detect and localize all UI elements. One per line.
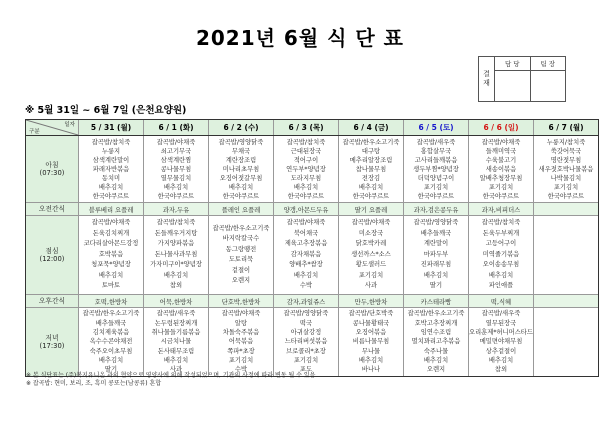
menu-item: 배추김치 <box>293 183 319 191</box>
menu-item: 오이송송무침 <box>482 261 520 269</box>
menu-item: 무채국 <box>231 147 251 155</box>
meal-cell <box>78 308 143 376</box>
snack-cell: 플레인 요플레 <box>208 203 273 215</box>
snack-cell: 양갱,아몬드두유 <box>273 203 338 215</box>
menu-item: 잡곡밥/새우죽 <box>416 138 456 146</box>
menu-item: 배추김치 <box>423 271 449 279</box>
menu-item: 잡곡밥/영양닭죽 <box>283 310 329 318</box>
menu-item: 수박 <box>234 366 248 374</box>
menu-item: 한국야쿠르트 <box>482 192 520 200</box>
menu-item: 도라지무침 <box>290 174 322 182</box>
menu-item: 오리훈제*허니머스타드 <box>469 329 533 337</box>
menu-item: 배추김치 <box>358 356 384 364</box>
meal-cell <box>273 216 338 294</box>
meal-cell <box>143 136 208 202</box>
menu-item: 열무된장국 <box>485 319 517 327</box>
date-header-cell: 6 / 1 (화) <box>143 120 208 135</box>
menu-item: 가지양파볶음 <box>157 240 195 248</box>
row-label <box>26 216 78 294</box>
menu-item: 미소장국 <box>358 229 384 237</box>
menu-item: 배추김치 <box>98 356 124 364</box>
menu-item: 연두부*양념장 <box>286 165 326 173</box>
meal-cell <box>468 136 533 202</box>
snack-cell: 어묵,한방차 <box>143 295 208 307</box>
menu-item: 한국야쿠르트 <box>287 192 325 200</box>
menu-item: 논두렁된장찌개 <box>154 319 198 327</box>
menu-item: 어묵볶음 <box>228 338 254 346</box>
menu-item: 삼색계란찜 <box>160 156 192 164</box>
meal-cell <box>208 308 273 376</box>
snack-cell: 과자,두유 <box>143 203 208 215</box>
approval-col-teamlead <box>530 57 566 101</box>
menu-item: 겉절이 <box>231 266 251 274</box>
menu-item: 계란말이 <box>423 240 449 248</box>
meal-cell <box>208 136 273 202</box>
menu-item: 잡곡밥/영양닭죽 <box>218 138 264 146</box>
menu-item: 포기김치 <box>358 271 384 279</box>
menu-item: 취나물들기름볶음 <box>151 329 201 337</box>
menu-item: 상추겉절이 <box>485 347 517 355</box>
menu-item: 느타리버섯볶음 <box>284 338 328 346</box>
menu-item: 한국야쿠르트 <box>157 192 195 200</box>
menu-item: 고등어구이 <box>485 240 517 248</box>
meal-cell <box>468 308 533 376</box>
menu-item: 잡곡밥/야채죽 <box>91 219 131 227</box>
menu-item: 코다리살아몬드강정 <box>83 240 139 248</box>
menu-item: 알배추청장무침 <box>479 174 523 182</box>
menu-item: 잡곡밥/영양닭죽 <box>413 219 459 227</box>
menu-item: 잡곡밥/새우죽 <box>156 310 196 318</box>
meal-row <box>26 136 598 202</box>
snack-cell: 만두,한방차 <box>338 295 403 307</box>
menu-item: 잡곡밥/단호박죽 <box>348 310 394 318</box>
meal-row <box>26 215 598 294</box>
table-header-row <box>26 120 598 136</box>
snack-cell: 감자,과일쥬스 <box>273 295 338 307</box>
meal-cell <box>273 136 338 202</box>
menu-item: 전장김 <box>361 174 381 182</box>
approval-box <box>478 56 566 102</box>
menu-item: 토마토 <box>101 282 121 290</box>
approval-sign-area <box>531 71 566 101</box>
menu-item: 아귀살강정 <box>290 329 322 337</box>
menu-item: 임연수조림 <box>420 329 452 337</box>
meal-row <box>26 307 598 376</box>
menu-item: 배추김치 <box>358 183 384 191</box>
menu-item: 오징어젓갈무침 <box>219 174 263 182</box>
menu-item: 멸치꽈리고추볶음 <box>411 338 461 346</box>
meal-cell <box>78 136 143 202</box>
menu-item: 나박물김치 <box>550 174 582 182</box>
snack-cell: 딸기 요플레 <box>338 203 403 215</box>
menu-item: 포도 <box>299 366 313 374</box>
meal-cell <box>468 216 533 294</box>
snack-cell: 블루베리 요플레 <box>78 203 143 215</box>
row-label <box>26 136 78 202</box>
menu-item: 콩나물무침 <box>160 165 192 173</box>
snack-cell <box>533 295 598 307</box>
meal-cell <box>338 216 403 294</box>
menu-item: 고사리들깨볶음 <box>414 156 458 164</box>
approval-col-label: 담 당 <box>495 57 530 71</box>
meal-cell <box>273 308 338 376</box>
menu-item: 미나리초무침 <box>222 165 260 173</box>
menu-item: 잡곡밥/야채죽 <box>481 138 521 146</box>
menu-item: 잡곡밥/한우소고기죽 <box>212 224 270 232</box>
corner-date-label: 일자 <box>64 122 75 128</box>
menu-item: 알탕 <box>234 319 248 327</box>
menu-item: 열무물김치 <box>160 174 192 182</box>
menu-item: 배추김치 <box>488 356 514 364</box>
menu-item: 동그랑땡전 <box>225 245 257 253</box>
menu-item: 돈사태무조림 <box>157 347 195 355</box>
menu-item: 누룽지/참치죽 <box>546 138 586 146</box>
menu-item: 생두부찜*양념장 <box>413 165 459 173</box>
menu-item: 잡곡밥/한우소고기죽 <box>342 138 400 146</box>
row-label-text: 아침 <box>45 161 59 169</box>
menu-item: 마파두부 <box>423 250 449 258</box>
menu-item: 잡곡밥/야채죽 <box>156 138 196 146</box>
menu-item: 배추들깨국 <box>420 229 452 237</box>
menu-item: 양배추*쌈장 <box>289 261 323 269</box>
menu-item: 한국야쿠르트 <box>92 192 130 200</box>
menu-item: 미역줄기볶음 <box>482 250 520 258</box>
row-label-text: 저녁 <box>45 334 59 342</box>
menu-item: 배추김치 <box>488 271 514 279</box>
footnote-line: ※ 본 식단표는 (주)복지유니온 과의 협약으로 영양사에 의해 작성되었으며, 기관의 사정에 따라 변동 될 수 있음 <box>26 372 316 379</box>
menu-item: 수박 <box>299 282 313 290</box>
menu-item: 진파래무침 <box>420 261 452 269</box>
snack-cell: 단호박,한방차 <box>208 295 273 307</box>
menu-item: 배추김치 <box>423 356 449 364</box>
meal-cell <box>338 136 403 202</box>
menu-item: 잡곡밥/한우소고기죽 <box>407 310 465 318</box>
menu-item: 참외 <box>169 282 183 290</box>
meal-cell <box>143 216 208 294</box>
menu-item: 시금치나물 <box>160 338 192 346</box>
meal-cell <box>78 216 143 294</box>
date-header-cell: 5 / 31 (월) <box>78 120 143 135</box>
menu-item: 누룽지 <box>101 147 121 155</box>
date-header-cell: 6 / 5 (토) <box>403 120 468 135</box>
menu-item: 바지락칼국수 <box>222 235 260 242</box>
snack-cell: 호떡,한방차 <box>78 295 143 307</box>
menu-item: 메밀면야채무침 <box>479 338 523 346</box>
menu-item: 배추들깨국 <box>95 319 127 327</box>
menu-item: 배추김치 <box>163 356 189 364</box>
corner-category-label: 구분 <box>29 129 40 135</box>
snack-cell: 과자,검은콩두유 <box>403 203 468 215</box>
row-label-time: (07:30) <box>39 169 65 177</box>
menu-item: 비름나물무침 <box>352 338 390 346</box>
footnote-line: ※ 잡곡밥: 현미, 보리, 조, 흑미 콩또는(남콩류) 혼합 <box>26 380 162 387</box>
menu-table <box>25 119 599 377</box>
menu-item: 오렌지 <box>231 277 251 284</box>
menu-item: 한국야쿠르트 <box>417 192 455 200</box>
meal-cell <box>533 216 598 294</box>
menu-item: 잡곡밥/새우죽 <box>481 310 521 318</box>
menu-item: 삼색계란말이 <box>92 156 130 164</box>
menu-item: 배추김치 <box>163 183 189 191</box>
approval-col-label: 팀 장 <box>531 57 566 71</box>
menu-item: 잡곡밥/야채죽 <box>351 219 391 227</box>
menu-item: 도토리묵 <box>228 256 254 263</box>
menu-item: 적어구이 <box>293 156 319 164</box>
meal-cell <box>403 216 468 294</box>
menu-item: 참나물무침 <box>355 165 387 173</box>
approval-col-manager <box>495 57 530 101</box>
menu-item: 생선까스*소스 <box>351 250 391 258</box>
menu-item: 돈나물사과무침 <box>154 250 198 258</box>
menu-item: 호박볶음 <box>98 250 124 258</box>
menu-item: 돈들깨우거지탕 <box>154 229 198 237</box>
menu-item: 잡곡밥/한우소고기죽 <box>82 310 140 318</box>
menu-item: 사과 <box>169 366 183 374</box>
meal-cell <box>403 308 468 376</box>
date-header-cell: 6 / 3 (목) <box>273 120 338 135</box>
menu-item: 떡국 <box>299 319 313 327</box>
menu-item: 감자채볶음 <box>290 250 322 258</box>
date-header-cell: 6 / 2 (수) <box>208 120 273 135</box>
row-label-text: 점심 <box>45 247 59 255</box>
menu-item: 오징어볶음 <box>355 329 387 337</box>
menu-item: 숙주나물 <box>423 347 449 355</box>
menu-item: 잡곡밥/참치죽 <box>286 138 326 146</box>
menu-item: 돈육두부찌개 <box>482 229 520 237</box>
menu-item: 차돌숙주볶음 <box>222 329 260 337</box>
snack-cell: 떡,식혜 <box>468 295 533 307</box>
menu-item: 김치제육볶음 <box>92 329 130 337</box>
menu-item: 닭호박카레 <box>355 240 387 248</box>
row-label-text: 오후간식 <box>38 297 66 305</box>
menu-item: 잡곡밥/야채죽 <box>286 219 326 227</box>
menu-item: 잡곡밥/야채죽 <box>221 310 261 318</box>
date-header-cell: 6 / 4 (금) <box>338 120 403 135</box>
menu-item: 쪽파*초장 <box>227 347 255 355</box>
meal-cell <box>143 308 208 376</box>
meal-cell <box>403 136 468 202</box>
footnotes <box>26 372 315 388</box>
date-header-cell: 6 / 7 (월) <box>533 120 598 135</box>
menu-item: 새우젓호박나물볶음 <box>538 165 594 173</box>
menu-item: 포기김치 <box>293 356 319 364</box>
row-label-time: (17:30) <box>39 342 65 350</box>
date-header-cell: 6 / 6 (일) <box>468 120 533 135</box>
meal-cell <box>208 216 273 294</box>
corner-cell <box>26 120 78 135</box>
menu-item: 대구탕 <box>361 147 381 155</box>
menu-item: 홍합살무국 <box>420 147 452 155</box>
menu-item: 참외 <box>494 366 508 374</box>
menu-item: 숙주오이초무침 <box>89 347 133 355</box>
menu-item: 계란장조림 <box>225 156 257 164</box>
menu-item: 배추김치 <box>228 183 254 191</box>
date-range-note: ※ 5월 31일 ~ 6월 7일 (은천요양원) <box>25 105 187 116</box>
row-label-time: (12:00) <box>39 255 65 263</box>
row-label <box>26 295 78 307</box>
snack-cell <box>533 203 598 215</box>
menu-item: 잡곡밥/참치죽 <box>156 219 196 227</box>
menu-item: 옥수수콘야채전 <box>89 338 133 346</box>
snack-cell: 카스테라빵 <box>403 295 468 307</box>
menu-item: 딸기 <box>104 366 118 374</box>
menu-item: 황도샐러드 <box>355 261 387 269</box>
menu-item: 사과 <box>364 282 378 290</box>
menu-item: 메추리알장조림 <box>349 156 393 164</box>
snack-row <box>26 294 598 307</box>
menu-item: 브로콜리*초장 <box>286 347 326 355</box>
menu-item: 새송이볶음 <box>485 165 517 173</box>
page-title: 2021년 6월 식 단 표 <box>195 26 405 50</box>
row-label-text: 오전간식 <box>38 205 66 213</box>
menu-item: 배추김치 <box>98 271 124 279</box>
menu-item: 포기김치 <box>553 183 579 191</box>
menu-item: 배추김치 <box>293 271 319 279</box>
menu-item: 제육고추장볶음 <box>284 240 328 248</box>
menu-item: 쑥갓어묵국 <box>550 147 582 155</box>
menu-item: 딸기 <box>429 282 443 290</box>
meal-cell <box>338 308 403 376</box>
menu-item: 파래자반볶음 <box>92 165 130 173</box>
menu-item: 근대된장국 <box>290 147 322 155</box>
menu-item: 동치미 <box>101 174 121 182</box>
snack-cell: 과자,비피더스 <box>468 203 533 215</box>
meal-cell <box>533 308 598 376</box>
menu-item: 돈육김치찌개 <box>92 229 130 237</box>
menu-item: 무나물 <box>361 347 381 355</box>
menu-item: 바나나 <box>361 366 381 374</box>
menu-item: 쇠고기무국 <box>160 147 192 155</box>
menu-item: 명란젓무침 <box>550 156 582 164</box>
menu-item: 배추김치 <box>98 183 124 191</box>
meal-cell <box>533 136 598 202</box>
menu-item: 수육불고기 <box>485 156 517 164</box>
menu-item: 들깨미역국 <box>485 147 517 155</box>
menu-item: 잡곡밥/참치죽 <box>481 219 521 227</box>
menu-item: 한국야쿠르트 <box>222 192 260 200</box>
menu-item: 콩나물황태국 <box>352 319 390 327</box>
snack-row <box>26 202 598 215</box>
menu-item: 한국야쿠르트 <box>352 192 390 200</box>
approval-stamp-label: 결재 <box>479 57 495 101</box>
menu-item: 포기김치 <box>488 183 514 191</box>
menu-item: 더덕양념구이 <box>417 174 455 182</box>
menu-item: 오렌지 <box>426 366 446 374</box>
menu-item: 북어채국 <box>293 229 319 237</box>
menu-item: 포기김치 <box>228 356 254 364</box>
approval-sign-area <box>495 71 530 101</box>
row-label <box>26 308 78 376</box>
menu-item: 파인애플 <box>488 282 514 290</box>
row-label <box>26 203 78 215</box>
menu-item: 배추김치 <box>163 271 189 279</box>
menu-item: 가자미구이*양념장 <box>150 261 202 269</box>
menu-item: 호박고추장찌개 <box>414 319 458 327</box>
menu-item: 포기김치 <box>423 183 449 191</box>
menu-item: 한국야쿠르트 <box>547 192 585 200</box>
menu-item: 청포묵*양념장 <box>91 261 131 269</box>
menu-item: 잡곡밥/참치죽 <box>91 138 131 146</box>
